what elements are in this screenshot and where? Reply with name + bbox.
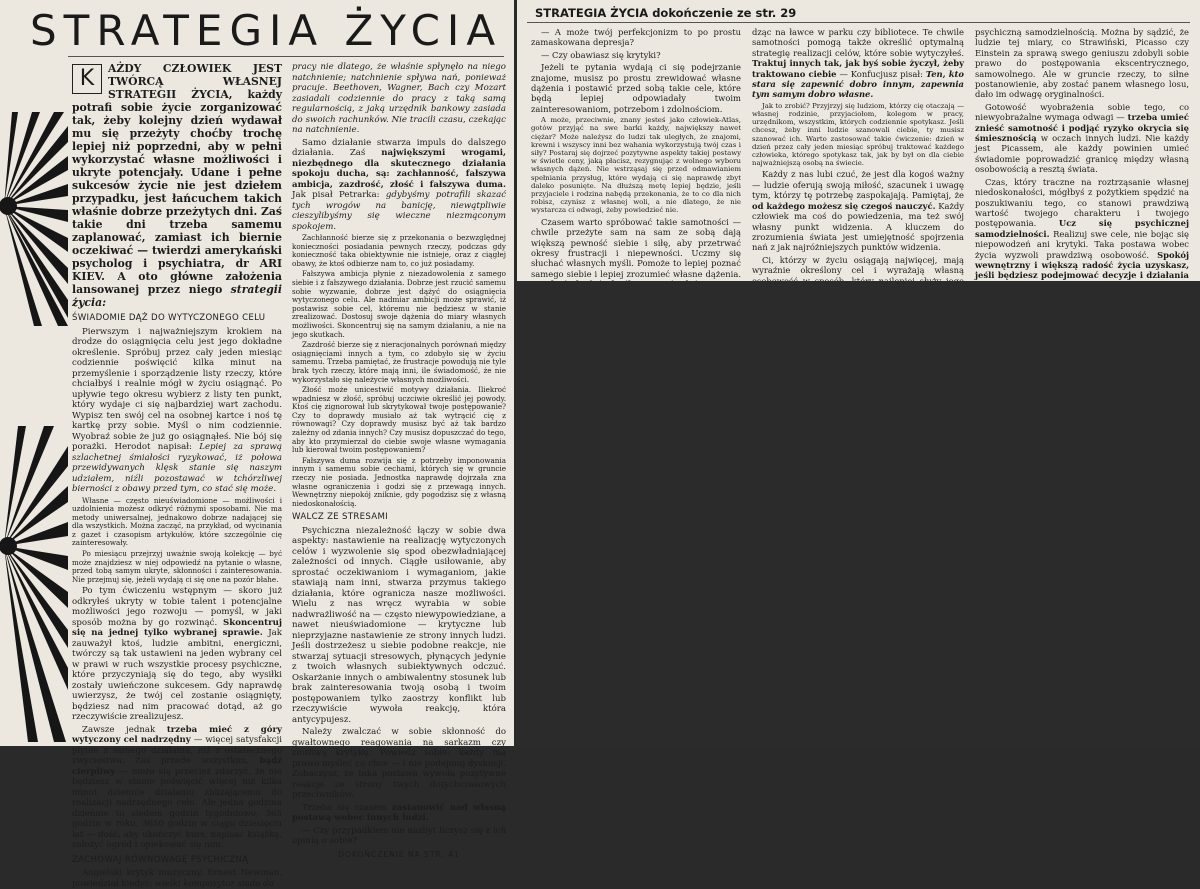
small-paragraph: Po miesiącu przejrzyj uważnie swoją kolekcję — być może znajdziesz w niej odpowiedź na pytanie o własne, przed tobą samym ukryte, skłonności i zainteresowania. Nie przejmuj się, jeżeli wydają ci się one na pozór błahe. bbox=[72, 549, 282, 584]
paragraph: Jeżeli te pytania wydają ci się podejrzanie znajome, musisz po prostu zrewidować własne dążenia i postawić przed sobą takie cele, które będą lepiej odpowiadały twoim zainteresowaniom, potrzebom i zdolnościom. bbox=[531, 62, 741, 114]
continuation-title: STRATEGIA ŻYCIA dokończenie ze str. 29 bbox=[535, 6, 797, 20]
left-column-2 bbox=[292, 62, 507, 859]
paragraph: — Czy przypadkiem nie nazbyt liczysz się z ich opinią o sobie? bbox=[292, 825, 506, 847]
small-paragraph: Zachłanność bierze się z przekonania o bezwzględnej konieczności posiadania pewnych rzeczy, podczas gdy konieczność taka obiektywnie nie istnieje, oraz z ciągłej obawy, że ktoś odbierze nam to, co już posiadamy. bbox=[292, 233, 506, 268]
right-column-2 bbox=[752, 27, 964, 279]
paragraph: Czasem warto spróbować takie samotności — chwile przeżyte sam na sam ze sobą dają większą pewność siebie i siłę, aby przetrwać okresy frustracji i niepewności. Uczmy się słuchać własnych myśli. Pomoże to lepiej poznać samego siebie i lepiej zrozumieć własne dążenia. bbox=[531, 216, 741, 279]
paragraph: — Czy obawiasz się krytyki? bbox=[541, 49, 661, 60]
paragraph: Gotowość wyobrażenia sobie tego, co niewyobrażalne wymaga odwagi — trzeba umieć znieść samotność i podjąć ryzyko okrycia się śmiesznością w oczach innych ludzi. Nie każdy jest Picassem, ale każdy powinien umieć świadomie poprowadzić granicę między własną osobowością a resztą świata. bbox=[975, 101, 1189, 175]
paragraph: Samo działanie stwarza impuls do dalszego działania. Zaś największymi wrogami, niezbędnego dla skutecznego działania spokoju ducha, są: zachłanność, fałszywa ambicja, zazdrość, złość i fałszywa duma. Jak pisał Petrarka: gdybyśmy potrafili skazać tych wrogów na banicję, niewątpliwie cieszylibyśmy się wieczne niezmąconym spokojem. bbox=[292, 137, 507, 232]
paragraph: pracy nie dlatego, że właśnie spłynęło na niego natchnienie; natchnienie spływa nań, ponieważ pracuje. Beethoven, Wagner, Bach czy Mozart zasiadali codziennie do pracy z taką samą regularnością, z jaką urzędnik bankowy zasiada do swoich rachunków. Nie tracili czasu, czekając na natchnienie. bbox=[292, 62, 506, 135]
continuation-footer: DOKOŃCZENIE NA STR. 41 bbox=[338, 849, 460, 859]
paragraph: Angielski krytyk muzyczny, Ernest Newman, powiedział kiedyś: wielki kompozytor siada do bbox=[72, 868, 282, 889]
left-column-1 bbox=[72, 62, 283, 889]
title-rule bbox=[527, 22, 1190, 23]
paragraph: Pierwszym i najważniejszym krokiem na drodze do osiągnięcia celu jest jego dokładne określenie. Spróbuj przez cały jeden miesiąc codziennie poświęcić kilka minut na przemyślenie i sporządzenie listy rzeczy, które chciałbyś i realnie mógł w życiu osiągnąć. Po upływie tego okresu wybierz z listy ten punkt, który wydaje ci się najbardziej wart zachodu. Wypisz ten swój cel na osobnej kartce i noś tę kartkę przy sobie. Myśl o nim codziennie. Wyobraź sobie że już go osiągnąłeś. Nie bój się porażki. Herodot napisał: Lepiej za sprawą szlachetnej śmiałości ryzykować, iż połowa przewidywanych klęsk stanie się naszym udziałem, niźli pozostawać w tchórzliwej bierności z obawy przed tym, co stać się może. bbox=[72, 326, 283, 494]
small-paragraph: Fałszywa duma rozwija się z potrzeby imponowania innym i samemu sobie cechami, których się w gruncie rzeczy nie posiada. Jednostka naprawdę dojrzała zna własne ograniczenia i godzi się z przewagą innych. Wewnętrzny niepokój zniknie, gdy pogodzisz się z własną niedoskonałością. bbox=[292, 455, 506, 508]
small-paragraph: A może, przeciwnie, znany jesteś jako człowiek-Atlas, gotów przyjąć na swe barki każdy, największy nawet ciężar? Może należysz do ludzi tak uległych, że znajomi, krewni i wszyscy inni bez wahania wykorzystują twój czas i siły? Postaraj się dojrzeć pozytywne aspekty takiej postawy w świetle ceny, jaką płacisz, rezygnując z wolnego wyboru własnych dążeń. Nie wstrząsaj się przed odmawianiem spełniania przysług, które wydają ci się naprawdę zbyt daleko posunięte. Na dłuższą metę lepiej będzie, jeśli przyjaciele i rodzina nabędą przekonania, że to co dla nich robisz, czynisz z własnej woli, a nie dlatego, że nie wystarcza ci odwagi, żeby powiedzieć nie. bbox=[531, 116, 741, 215]
paragraph: Po tym ćwiczeniu wstępnym — skoro już odkryłeś ukryty w tobie talent i potencjalne możliwości jego rozwoju — pomyśl, w jaki sposób można by go rozwinąć. Skoncentruj się na jednej tylko wybranej sprawie. Jak zauważył ktoś, ludzie ambitni, energiczni, twórczy są tak ustawieni na jeden wybrany cel w prawi w ruch wszystkie procesy psychiczne, które przyczyniają się do tego, aby wysiłki zostały uwieńczone sukcesem. Gdy naprawdę uwierzysz, że twój cel zostanie osiągnięty, będziesz nad nim pracować dotąd, aż go rzeczywiście zrealizujesz. bbox=[72, 586, 282, 723]
small-paragraph: Własne — często nieuświadomione — możliwości i uzdolnienia możesz odkryć różnymi sposobami. Nie ma metody uniwersalnej, jednakowo dobrze nadającej się dla wszystkich. Można zacząć, na przykład, od wycinania z gazet i czasopism artykułów, które szczególnie cię zainteresowały. bbox=[72, 495, 282, 548]
small-paragraph: Zazdrość bierze się z nieracjonalnych porównań między osiągnięciami innych a tym, co zdobyło się w życiu samemu. Trzeba pamiętać, że frustracje powodują nie tyle brak tych rzeczy, które mają inni, ile świadomość, że nie wykorzystało się należycie własnych możliwości. bbox=[292, 340, 506, 384]
article-title: STRATEGIA ŻYCIA bbox=[30, 6, 503, 55]
paragraph: — A może twój perfekcjonizm to po prostu zamaskowana depresja? bbox=[531, 27, 741, 48]
subheading-cel: ŚWIADOMIE DĄŻ DO WYTYCZONEGO CELU bbox=[72, 313, 266, 323]
intro-text: AŻDY CZŁOWIEK JEST TWÓRCĄ WŁASNEJ STRATEGII ŻYCIA, każdy potrafi sobie życie zorganizować tak, żeby kolejny dzień wydawał mu się przeżyty choćby trochę lepiej niż poprzedni, aby w pełni wykorzystać własne możliwości i ukryte potencjały. Udane i pełne sukcesów życie nie jest dziełem przypadku, jest łańcuchem takich właśnie dobrze przeżytych dni. Zaś takie dni trzeba samemu zaplanować, zamiast ich biernie oczekiwać — twierdzi amerykański psycholog i psychiatra, dr ARI KIEV. A oto główne założenia lansowanej przez niego bbox=[72, 62, 282, 296]
title-rule bbox=[10, 56, 504, 57]
paragraph: Psychiczna niezależność łączy w sobie dwa aspekty: nastawienie na realizację wytyczonych celów i wyzwolenie się spod obezwładniającej zależności od innych. Ciągłe usiłowanie, aby sprostać oczekiwaniom i wymaganiom, jakie stawiają nam inni, stwarza przymus takiego działania, które ogranicza nasze możliwości. Wielu z nas wręcz wyrabia w sobie nadwrażliwość na — często niewypowiedziane, a nawet nieuświadomione — krytyczne lub nieprzyjazne nastawienie ze strony innych ludzi. Jeśli dostrzeżesz u siebie podobne reakcje, nie stwarzaj sytuacji stresowych, płynących jedynie z twoich własnych subiektywnych odczuć. Oskarżanie innych o ambiwalentny stosunek lub brak zainteresowania twoją osobą i twoim postępowaniem tylko zaostrzy konflikt lub rzeczywiście wywoła reakcję, która antycypujesz. bbox=[292, 525, 506, 725]
small-paragraph: Złość może unicestwić motywy działania. Iliekroć wpadniesz w złość, spróbuj uczciwie określić jej powody. Ktoś cię zignorował lub skrytykował twoje postępowanie? Czy to doprawdy musiało aż tak wytrącić cię z równowagi? Czy doprawdy musisz być aż tak bardzo zależny od zdania innych? Czy musisz dopuszczać do tego, aby kto przymierzał do ciebie swoje własne wymagania lub kierował twoim postępowaniem? bbox=[292, 385, 506, 455]
intro-paragraph bbox=[72, 62, 282, 309]
paragraph: Każdy z nas lubi czuć, że jest dla kogoś ważny — ludzie oferują swoją miłość, szacunek i uwagę tym, którzy tę potrzebę zaspokajają. Pamiętaj, że od każdego możesz się czegoś nauczyć. Każdy człowiek ma coś do powiedzenia, ma też swój własny punkt widzenia. A kluczem do zrozumienia świata jest umiejętność spojrzenia nań z jak najróżniejszych punktów widzenia. bbox=[752, 169, 964, 253]
drop-cap: K bbox=[72, 64, 102, 94]
right-magazine-page bbox=[517, 0, 1200, 281]
small-paragraph: Jak to zrobić? Przyjrzyj się ludziom, którzy cię otaczają — własnej rodzinie, przyjaciołom, kolegom w pracy, urzędnikom, wszystkim, których codziennie spotykasz. Jeśli chcesz, żeby inni ludzie szanowali ciebie, ty musisz szanować ich. Warto zastosować takie ćwiczenie: dzień w dzień przez cały jeden miesiąc spróbuj traktować każdego człowieka, którego spotykasz tak, jak by był on dla ciebie najważniejszą osobą na świecie. bbox=[752, 101, 964, 168]
paragraph: Czas, który traczne na roztrząsanie własnej niedoskonałości, mógłbyś z pożytkiem spędzić na poszukiwaniu tego, co stanowi prawdziwą wartość twojego charakteru i twojego postępowania. Ucz się psychicznej samodzielności. Realizuj swe cele, nie bojąc się niepowodzeń ani krytyki. Taka postawa wobec życia wyzwoli prawdziwą osobowość. Spokój wewnętrzny i większą radość życia uzyskasz, jeśli będziesz podejmować decyzje i działania bbox=[975, 176, 1189, 281]
small-paragraph: Fałszywa ambicja płynie z niezadowolenia z samego siebie i z fałszywego działania. Dobrze jest rzucić samemu sobie wyzwanie, dobrze jest dążyć do osiągnięcia wytyczonego celu. Ale nadmiar ambicji może sprawić, iż postawisz sobie cel, któremu nie będziesz w stanie zrealizować. Dostosuj swoje dążenia do miary własnych możliwości. Skoncentruj się na samym działaniu, a nie na jego skutkach. bbox=[292, 269, 506, 339]
paragraph: Zawsze jednak trzeba mieć z góry wytyczony cel nadrzędny — więcej satysfakcji płynie z samego działania, niż z ostatecznego zwycięstwa. Zaś przede wszystkim, bądź cierpliwy — może się przecież zdarzyć, że nie będziesz w stanie poświęcić więcej niż kilka minut dziennie działaniu zbliżającemu do realizacji nadrzędnego celu. Ale jedna godzina dziennie to siedem godzin tygodniowo, 365 godzin w roku, 3650 godzin w ciągu dziesięciu lat — dość, aby ukończyć kurs, napisać książkę, założyć ogród i opiekować się nim. bbox=[72, 724, 283, 851]
empty-background-area bbox=[517, 281, 1200, 746]
decorative-op-art-graphic bbox=[4, 56, 68, 742]
right-column-3 bbox=[975, 27, 1189, 279]
right-column-1 bbox=[531, 27, 741, 279]
subheading-rownowaga: ZACHOWAJ RÓWNOWAGĘ PSYCHICZNĄ bbox=[72, 854, 249, 865]
intro-end: strategii życia: bbox=[72, 283, 282, 309]
left-magazine-page bbox=[0, 0, 514, 889]
paragraph: Należy zwalczać w sobie skłonność do gwałtownego reagowania na sarkazm czy złośliwą krytykę. Powiedz sobie: każdy ma prawo myśleć co chce — i nie podejmuj dyskusji. Zobaczysz, że taka postawa wywoła pozytywne reakcje ze strony twych dotychczasowych przeciwników. bbox=[292, 727, 506, 801]
paragraph: Ci, którzy w życiu osiągają najwięcej, mają wyraźnie określony cel i wyrażają własną bbox=[752, 254, 964, 276]
paragraph: Trzeba się czasem zastanowić nad własną postawą wobec innych ludzi. bbox=[292, 802, 507, 824]
subheading-stres: WALCZ ZE STRESAMI bbox=[292, 512, 389, 523]
paragraph: psychiczną samodzielnością. Można by sądzić, że ludzie tej miary, co Strawiński, Picasso czy Einstein za sprawą swego geniuszu zdobyli sobie prawo do postępowania ekscentrycznego, samowolnego. Ale w gruncie rzeczy, to siłne postanowienie, aby zostać panem własnego losu, dało im odwagę oryginalności. bbox=[975, 27, 1189, 100]
paragraph: dząc na ławce w parku czy bibliotece. Te chwile samotności pomogą także określić optymalną strategię realizacji celów, które sobie wytyczyłeś. Traktuj innych tak, jak byś sobie życzył, żeby traktowano ciebie — Konfucjusz pisał: Ten, kto stara się zapewnić dobro innym, zapewnia tym samym dobro własne. bbox=[752, 27, 964, 100]
